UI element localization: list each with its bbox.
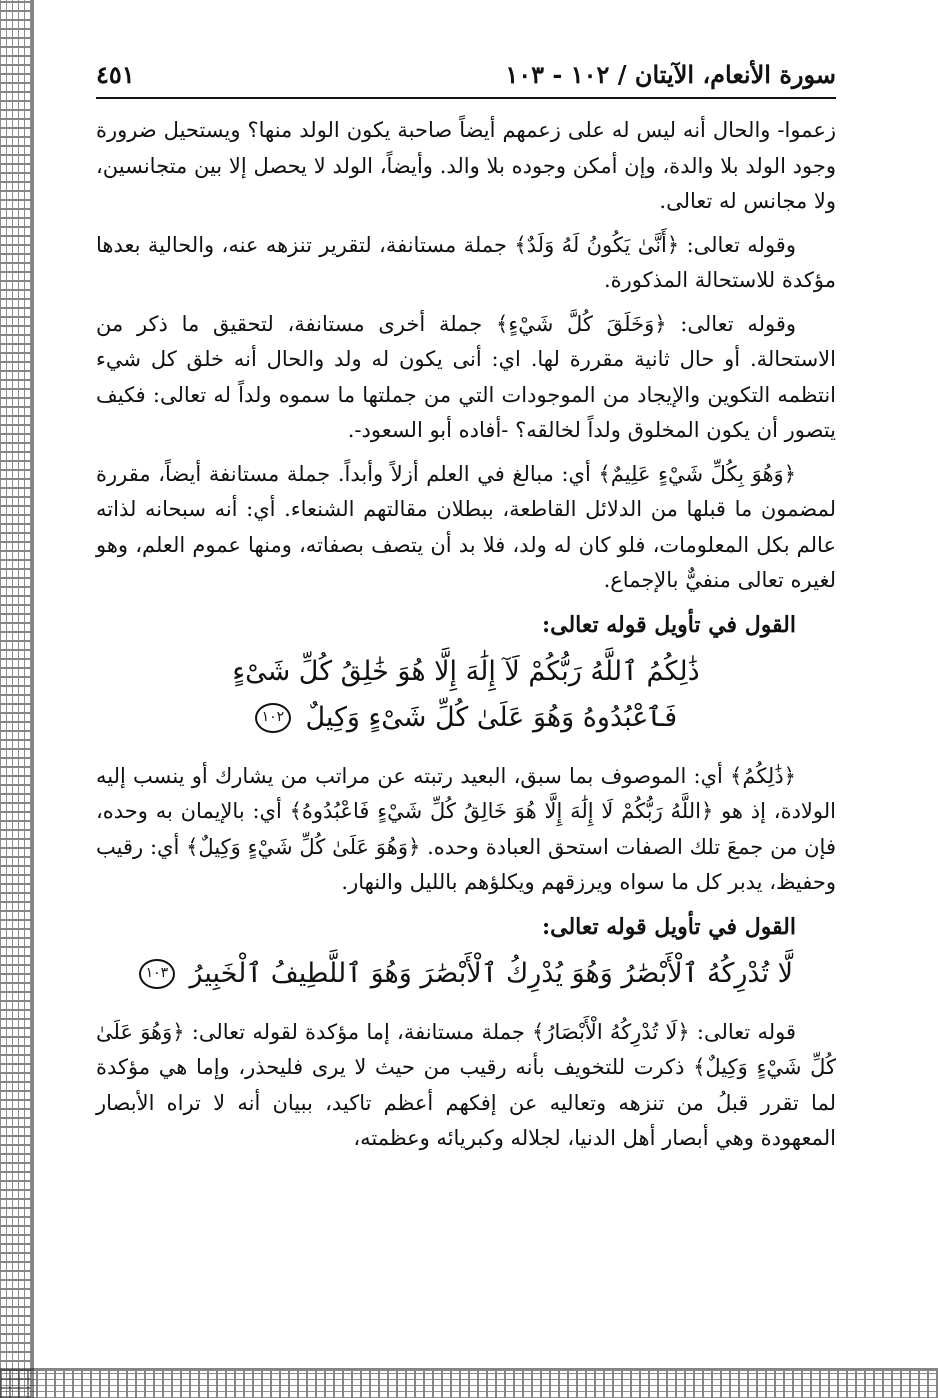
page-number: ٤٥١ [96,60,135,89]
running-header [96,60,836,99]
verse-102-line-1: ذَٰلِكُمُ ٱللَّهُ رَبُّكُمْ لَآ إِلَٰهَ إِلَّا هُوَ خَٰلِقُ كُلِّ شَىْءٍ [232,655,700,687]
section-heading-2: القول في تأويل قوله تعالى: [542,913,796,940]
ayah-number-marker: ١٠٢ [255,703,291,733]
paragraph-4: ﴿وَهُوَ بِكُلِّ شَيْءٍ عَلِيمٌ﴾ أي: مبالغ في العلم أزلاً وأبداً. جملة مستانفة أيضاً، مقررة لمضمون ما قبلها من الدلائل القاطعة، ببطلان مقالتهم الشنعاء. أي: أنه سبحانه لذاته عالم بكل المعلومات، فلو كان له ولد، فلا بد أن يتصف بصفاته، ومنها عموم العلم، وهو لغيره تعالى منفيٌّ بالإجماع. [96,461,836,592]
header-title: سورة الأنعام، الآيتان / ١٠٢ - ١٠٣ [505,60,836,89]
paragraph-3: وقوله تعالى: ﴿وَخَلَقَ كُلَّ شَيْءٍ﴾ جملة أخرى مستانفة، لتحقيق ما ذكر من الاستحالة. أو حال ثانية مقررة لها. اي: أنى يكون له ولد والحال أنه خلق كل شيء انتظمه التكوين والإيجاد من الموجودات التي من جملتها ما سموه ولداً له تعالى: فكيف يتصور أن يكون المخلوق ولداً لخالقه؟ -أفاده أبو السعود-. [96,311,836,442]
decorative-border-bottom [0,1368,938,1398]
verse-103-line-1-text: لَّا تُدْرِكُهُ ٱلْأَبْصَٰرُ وَهُوَ يُدْرِكُ ٱلْأَبْصَٰرَ وَهُوَ ٱللَّطِيفُ ٱلْخَبِيرُ [189,957,794,989]
paragraph-2: وقوله تعالى: ﴿أَنَّىٰ يَكُونُ لَهُ وَلَدٌ﴾ جملة مستانفة، لتقرير تنزهه عنه، والحالية بعدها مؤكدة للاستحالة المذكورة. [96,232,836,292]
verse-102-line-2-text: فَٱعْبُدُوهُ وَهُوَ عَلَىٰ كُلِّ شَىْءٍ وَكِيلٌ [305,701,678,733]
ayah-number-marker: ١٠٣ [139,959,175,989]
section-heading-1: القول في تأويل قوله تعالى: [542,611,796,638]
verse-103-line-1 [96,951,836,997]
book-page [96,60,836,1355]
paragraph-5: ﴿ذَٰلِكُمُ﴾ أي: الموصوف بما سبق، البعيد رتبته عن مراتب من يشارك أو ينسب إليه الولادة، إذ هو ﴿اللَّهُ رَبُّكُمْ لَا إِلَٰهَ إِلَّا هُوَ خَالِقُ كُلِّ شَيْءٍ فَاعْبُدُوهُ﴾ أي: بالإيمان به وحده، فإن من جمعَ تلك الصفات استحق العبادة وحده. ﴿وَهُوَ عَلَىٰ كُلِّ شَيْءٍ وَكِيلٌ﴾ أي: رقيب وحفيظ، يدبر كل ما سواه ويرزقهم ويكلؤهم بالليل والنهار. [96,763,836,894]
quran-verse-102 [96,649,836,741]
decorative-border-left [0,0,34,1398]
quran-verse-103 [96,951,836,997]
paragraph-1: زعموا- والحال أنه ليس له على زعمهم أيضاً صاحبة يكون الولد منها؟ ويستحيل ضرورة وجود الولد بلا والدة، وإن أمكن وجوده بلا والد. وأيضاً، الولد لا يحصل إلا بين متجانسين، ولا مجانس له تعالى. [96,118,836,213]
verse-102-line-2 [96,695,836,741]
paragraph-6: قوله تعالى: ﴿لَا تُدْرِكُهُ الْأَبْصَارُ﴾ جملة مستانفة، إما مؤكدة لقوله تعالى: ﴿وَهُوَ عَلَىٰ كُلِّ شَيْءٍ وَكِيلٌ﴾ ذكرت للتخويف بأنه رقيب من حيث لا يرى فليحذر، وإما هي مؤكدة لما تقرر قبلُ من تنزهه وتعاليه عن إفكهم أعظم تاكيد، ببيان أنه لا تراه الأبصار المعهودة وهي أبصار أهل الدنيا، لجلاله وكبريائه وعظمته، [96,1019,836,1150]
